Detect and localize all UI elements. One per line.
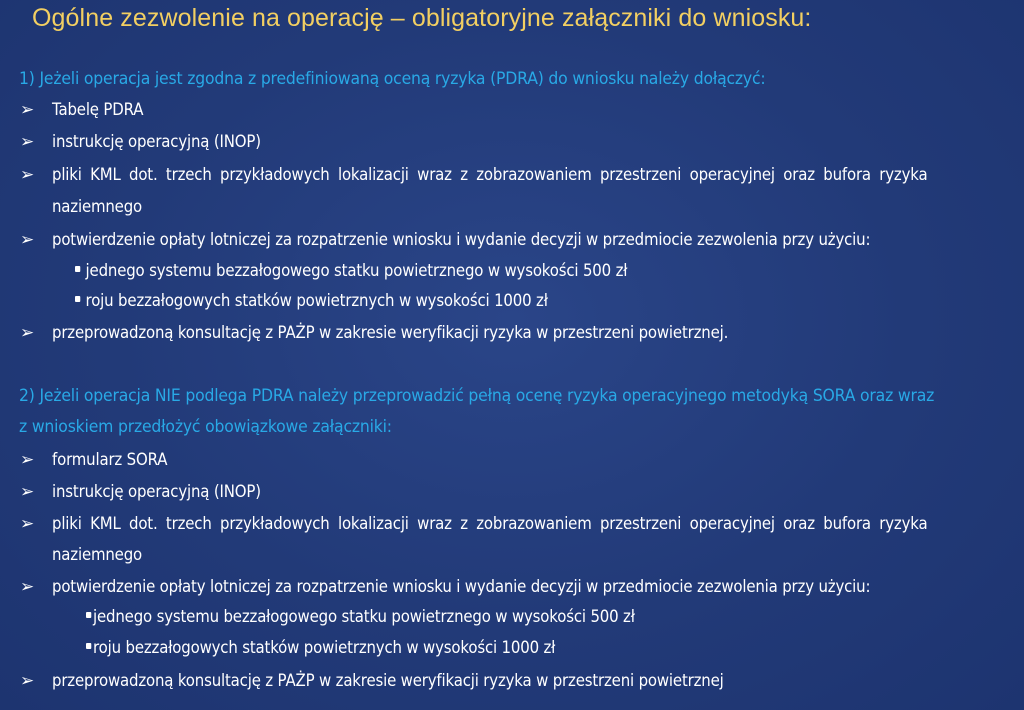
list-item-text: instrukcję operacyjną (INOP) [52,132,261,152]
square-bullet-icon [86,643,91,649]
arrow-bullet-icon: ➢ [20,132,35,152]
arrow-bullet-icon: ➢ [20,450,35,470]
list-item [0,666,1024,696]
list-item-text: Tabelę PDRA [52,100,144,120]
slide-title: Ogólne zezwolenie na operację – obligatoryjne załączniki do wniosku: [32,4,812,32]
square-bullet-icon [86,612,91,618]
list-item-continuation: naziemnego [52,197,143,217]
list-item [0,477,1024,507]
sub-list-item-text: roju bezzałogowych statków powietrznych w wysokości 1000 zł [93,638,556,658]
arrow-bullet-icon: ➢ [20,514,35,534]
arrow-bullet-icon: ➢ [20,671,35,691]
sub-list-item [86,602,635,632]
list-item-text: potwierdzenie opłaty lotniczej za rozpatrzenie wniosku i wydanie decyzji w przedmiocie zezwolenia przy użyciu: [52,230,871,250]
list-item-text: pliki KML dot. trzech przykładowych lokalizacji wraz z zobrazowaniem przestrzeni operacyjnej oraz bufora ryzyka [52,514,928,534]
list-item-text: formularz SORA [52,450,168,470]
list-item [0,225,1024,255]
sub-list-item-text: roju bezzałogowych statków powietrznych w wysokości 1000 zł [85,291,548,311]
list-item [0,509,1024,539]
sub-list-item-text: jednego systemu bezzałogowego statku powietrznego w wysokości 500 zł [93,607,635,627]
arrow-bullet-icon: ➢ [20,482,35,502]
list-item-text: przeprowadzoną konsultację z PAŻP w zakresie weryfikacji ryzyka w przestrzeni powietrznej. [52,323,729,343]
list-item [0,95,1024,125]
sub-list-item [75,256,627,286]
arrow-bullet-icon: ➢ [20,165,35,185]
list-item [0,572,1024,602]
list-item-text: pliki KML dot. trzech przykładowych lokalizacji wraz z zobrazowaniem przestrzeni operacyjnej oraz bufora ryzyka [52,165,928,185]
list-item-text: potwierdzenie opłaty lotniczej za rozpatrzenie wniosku i wydanie decyzji w przedmiocie zezwolenia przy użyciu: [52,577,871,597]
sub-list-item [75,286,548,316]
arrow-bullet-icon: ➢ [20,100,35,120]
list-item-text: przeprowadzoną konsultację z PAŻP w zakresie weryfikacji ryzyka w przestrzeni powietrznej [52,671,724,691]
sub-list-item [86,633,555,663]
arrow-bullet-icon: ➢ [20,323,35,343]
list-item [0,318,1024,348]
list-item [0,160,1024,190]
section-1-heading: 1) Jeżeli operacja jest zgodna z predefiniowaną oceną ryzyka (PDRA) do wniosku należy dołączyć: [19,69,766,89]
section-2-heading-continuation: z wnioskiem przedłożyć obowiązkowe załączniki: [19,417,392,437]
sub-list-item-text: jednego systemu bezzałogowego statku powietrznego w wysokości 500 zł [85,261,628,281]
square-bullet-icon [75,266,80,272]
arrow-bullet-icon: ➢ [20,577,35,597]
list-item [0,445,1024,475]
list-item [0,127,1024,157]
list-item-continuation: naziemnego [52,545,143,565]
section-2-heading: 2) Jeżeli operacja NIE podlega PDRA należy przeprowadzić pełną ocenę ryzyka operacyjnego metodyką SORA oraz wraz [19,386,935,406]
square-bullet-icon [75,296,80,302]
arrow-bullet-icon: ➢ [20,230,35,250]
list-item-text: instrukcję operacyjną (INOP) [52,482,261,502]
